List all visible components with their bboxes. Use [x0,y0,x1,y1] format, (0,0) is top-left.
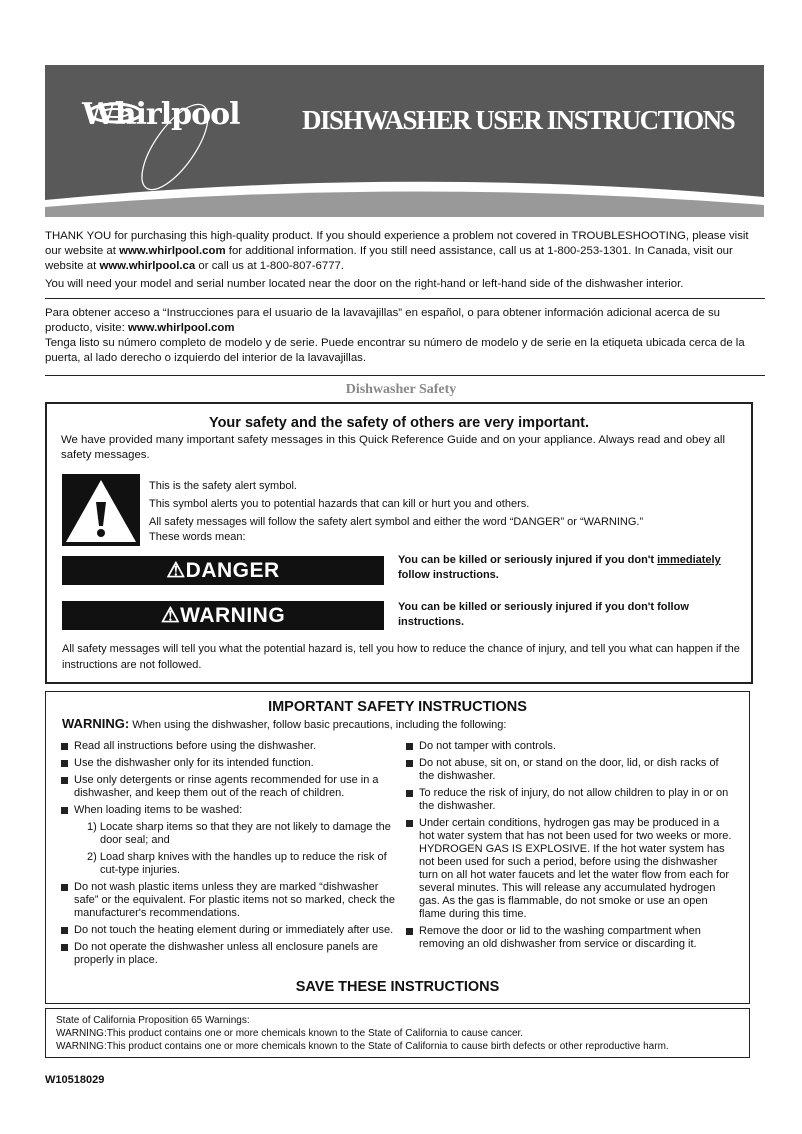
intro-text: THANK YOU for purchasing this high-quality product. If you should experience a problem not covered in TROUBLESHOOTING, please visit our website at www.whirlpool.com for additional information. If you still need assistance, call us at 1-800-253-1301. In Canada, visit our website at www.whirlpool.ca or call us at 1-800-807-6777. You will need your model and serial number located near the door on the right-hand or left-hand side of the dishwasher interior. [45,230,749,290]
canada-website-link[interactable]: www.whirlpool.ca [99,260,196,272]
right-list: Do not tamper with controls. Do not abuse, sit on, or stand on the door, lid, or dish racks of the dishwasher. To reduce the risk of injury, do not allow children to play in or on the dishwasher. Under certain conditions, hydrogen gas may be produced in a hot water system that has not been used for two weeks or more. HYDROGEN GAS IS EXPLOSIVE. If the hot water system has not been used for such a period, before using the dishwasher turn on all hot water faucets and let the water flow from each for several minutes. This will release any accumulated hydrogen gas. As the gas is flammable, do not smoke or use an open flame during this time. Remove the door or lid to the washing compartment when removing an old dishwasher from service or discarding it. [406,740,736,955]
safety-footer: All safety messages will tell you what the potential hazard is, tell you how to reduce the chance of injury, and tell you what can happen if the instructions are not followed. [62,643,740,671]
whirlpool-logo: Whirlpool [82,97,240,132]
left-list: Read all instructions before using the dishwasher. Use the dishwasher only for its intended function. Use only detergents or rinse agents recommended for use in a dishwasher, and keep them out of the reach of children. When loading items to be washed: 1) Locate sharp items so that they are not likely to damage the door seal; and 2) Load sharp knives with the handles up to reduce the risk of cut-type injuries. Do not wash plastic items unless they are marked “dishwasher safe” or the equivalent. For plastic items not so marked, check the manufacturer's recommendations. Do not touch the heating element during or immediately after use. Do not operate the dishwasher unless all enclosure panels are properly in place. [61,740,401,971]
spanish-website-link[interactable]: www.whirlpool.com [127,322,235,334]
important-heading: IMPORTANT SAFETY INSTRUCTIONS [268,699,527,715]
safety-alert-icon [62,474,140,546]
header-banner [45,65,764,217]
save-instructions: SAVE THESE INSTRUCTIONS [295,979,500,995]
part-number: W10518029 [45,1074,105,1086]
section-title: Dishwasher Safety [345,382,457,397]
safety-heading: Your safety and the safety of others are very important. [208,415,590,431]
page-title: DISHWASHER USER INSTRUCTIONS [302,105,735,135]
warning-text: You can be killed or seriously injured if you don't follow instructions. [398,601,689,628]
symbol-text: This is the safety alert symbol. This symbol alerts you to potential hazards that can kill or hurt you and others. All safety messages will follow the safety alert symbol and either the word “DANGER” or “WARNING.” These words mean: [149,480,644,543]
important-warning: WARNING: When using the dishwasher, follow basic precautions, including the following: [62,716,507,731]
banner-swoosh [45,65,764,217]
danger-text: You can be killed or seriously injured if you don't immediately follow instructions. [398,554,721,581]
danger-signal: ⚠DANGER [62,556,384,585]
safety-intro: We have provided many important safety messages in this Quick Reference Guide and on your appliance. Always read and obey all safety messages. [61,434,725,461]
spanish-text: Para obtener acceso a “Instrucciones para el usuario de la lavavajillas” en español, o para obtener información adicional acerca de su producto, visite: www.whirlpool.com Tenga listo su número completo de modelo y de serie. Puede encontrar su número de modelo y de serie en la etiqueta ubicada cerca de la puerta, al lado derecho o izquierdo del interior de la lavavajillas. [45,307,745,364]
important-box [45,691,750,1004]
website-link[interactable]: www.whirlpool.com [119,245,226,257]
warning-signal: ⚠WARNING [62,601,384,630]
prop65-box: State of California Proposition 65 Warnings: WARNING:This product contains one or more chemicals known to the State of California to cause cancer. WARNING:This product contains one or more chemicals known to the State of California to cause birth defects or other reproductive harm. [45,1008,750,1058]
